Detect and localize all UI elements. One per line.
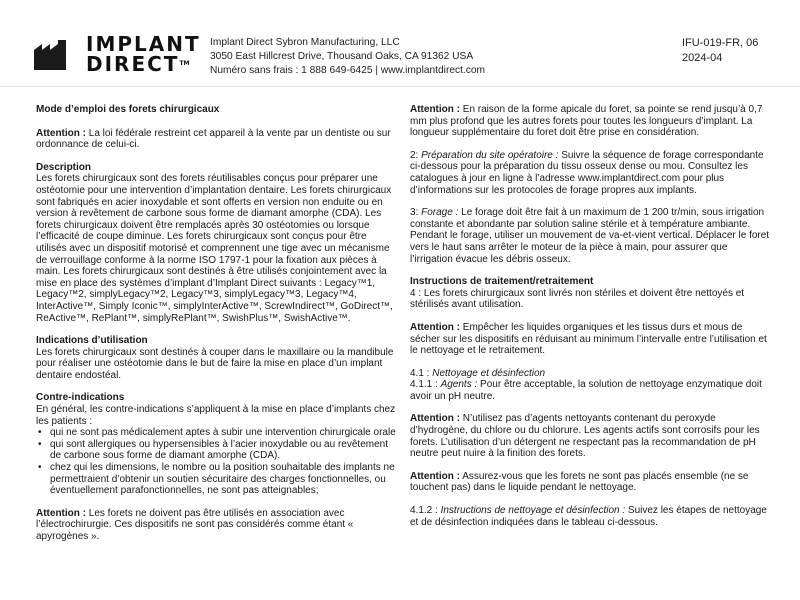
subsection-number: 4.1.2 : [410, 505, 441, 517]
step-number: 2: [410, 149, 422, 161]
description-text: Les forets chirurgicaux sont des forets réutilisables conçus pour préparer une ostéotomie pour une intervention d’implantation dentaire. Les forets chirurgicaux sont fabriqués en acier inoxydable et sont offerts en version non enduite ou en version à revêtement de carbone sous forme de diamant amorphe (CDA). Les forets chirurgicaux doivent être remplacés après 30 ostéotomies ou lorsque l’efficacité de coupe diminue. Les forets chirurgicaux sont conçus pour être utilisés avec un dispositif motorisé et comprennent une tige avec un mécanisme de verrouillage conforme à la norme ISO 1797-1 pour la fixation aux pièces à main. Les forets chirurgicaux sont destinés à être utilisés conjointement avec la mise en place des systèmes d’implant d’Implant Direct suivants : Legacy™1, Legacy™2, simplyLegacy™2, Legacy™3, simplyLegacy™3, Legacy™4, InterActive™, Simply Iconic™, simplyInterActive™, ScrewIndirect™, GoDirect™, ReActive™, RePlant™, simplyRePlant™, SwishPlus™, SwishActive™. [36, 173, 393, 324]
logo-trademark: TM [179, 60, 190, 67]
attention-label: Attention : [410, 413, 460, 425]
document-date: 2024-04 [682, 52, 723, 64]
subsection-number: 4.1.1 : [410, 379, 441, 391]
section-cleaning [410, 368, 772, 403]
description-heading: Description [36, 161, 92, 173]
attention-label: Attention : [410, 470, 460, 482]
company-logo [86, 34, 201, 74]
document-id-block [682, 36, 758, 66]
subsection-label: Instructions de nettoyage et désinfection : [440, 505, 626, 517]
subsection-label: Agents : [440, 379, 478, 391]
attention-text: Empêcher les liquides organiques et les tissus durs et mous de sécher sur les dispositifs en réduisant au minimum l’intervalle entre l’utilisation et le nettoyage et le retraitement. [410, 321, 767, 357]
document-id: IFU-019-FR, 06 [682, 37, 759, 49]
attention-label: Attention : [36, 127, 86, 139]
contraindications-heading: Contre-indications [36, 392, 125, 404]
factory-icon [34, 40, 70, 70]
attention-text: Les forets ne doivent pas être utilisés en association avec l’électrochirurgie. Ces dispositifs ne sont pas considérés comme étant « apyrogènes ». [36, 507, 354, 542]
list-item: • chez qui les dimensions, le nombre ou la position souhaitable des implants ne permettraient d’obtenir un soutien sécuritaire des charges fonctionnelles, ou éventuellement parafonctionnelles, ne sont pas atteignables; [50, 462, 398, 497]
step-site-preparation [410, 150, 772, 196]
contraindications-intro: En général, les contre-indications s’appliquent à la mise en place d’implants chez les patients : [36, 404, 396, 427]
step-text: Suivre la séquence de forage correspondante ci-dessous pour la préparation du tissu osseux dense ou mou. Consultez les catalogues à jour en ligne à l’adresse www.implantdirect.com pour plus d’informations sur les protocoles de forage propres aux implants. [410, 149, 764, 196]
subsection-cleaning-instructions [410, 505, 772, 528]
list-item: • qui sont allergiques ou hypersensibles à l’acier inoxydable ou au revêtement de carbone sous forme de diamant amorphe (CDA). [50, 439, 398, 462]
left-column [36, 104, 398, 554]
company-info [210, 36, 485, 78]
contraindications-list [36, 427, 398, 497]
logo-line-1: IMPLANT [86, 32, 201, 56]
indications-heading: Indications d’utilisation [36, 335, 148, 347]
right-column [410, 104, 772, 539]
attention-note-drying [410, 322, 772, 357]
attention-note-electrosurgery [36, 508, 398, 543]
company-contact: Numéro sans frais : 1 888 649-6425 | www.implantdirect.com [210, 65, 486, 76]
company-name: Implant Direct Sybron Manufacturing, LLC [210, 37, 400, 48]
processing-instructions-text: 4 : Les forets chirurgicaux sont livrés non stériles et doivent être nettoyés et stérilisés avant utilisation. [410, 287, 745, 311]
attention-text: Assurez-vous que les forets ne sont pas placés ensemble (ne se touchent pas) dans le liquide pendant le nettoyage. [410, 470, 749, 494]
subsection-text: Pour être acceptable, la solution de nettoyage enzymatique doit avoir un pH neutre. [410, 379, 762, 402]
attention-text: La loi fédérale restreint cet appareil à la vente par un dentiste ou sur ordonnance de celui-ci. [36, 127, 391, 151]
section-number: 4.1 : [410, 367, 433, 379]
step-label: Préparation du site opératoire : [421, 149, 559, 161]
indications-text: Les forets chirurgicaux sont destinés à couper dans le maxillaire ou la mandibule pour réaliser une ostéotomie dans le but de faire la mise en place d’un implant dentaire endostéal. [36, 346, 394, 381]
company-address: 3050 East Hillcrest Drive, Thousand Oaks, CA 91362 USA [210, 51, 474, 62]
step-text: Le forage doit être fait à un maximum de 1 200 tr/min, sous irrigation constante et abondante par solution saline stérile et à température ambiante. Pendant le forage, utiliser un mouvement de va-et-vient vertical. Déplacer le foret vers le haut sans arrêter le moteur de la pièce à main, pour assurer que l’irrigation évacue les débris osseux. [410, 207, 770, 265]
step-label: Forage : [421, 207, 459, 219]
attention-label: Attention : [410, 104, 460, 115]
attention-note-cleaning-agents [410, 413, 772, 459]
attention-text: En raison de la forme apicale du foret, sa pointe se rend jusqu’à 0,7 mm plus profond que les autres forets pour toutes les longueurs d’implant. La longueur supplémentaire du foret doit être prise en considération. [410, 104, 763, 139]
document-title: Mode d’emploi des forets chirurgicaux [36, 104, 220, 115]
header-divider [0, 86, 800, 87]
attention-note-separation [410, 471, 772, 494]
page-header [0, 0, 800, 86]
subsection-text: Suivez les étapes de nettoyage et de désinfection indiquées dans le tableau ci-dessous. [410, 505, 767, 528]
step-number: 3: [410, 207, 422, 219]
processing-instructions-heading: Instructions de traitement/retraitement [410, 276, 594, 288]
attention-note-drill-tip [410, 104, 772, 139]
list-item: • qui ne sont pas médicalement aptes à subir une intervention chirurgicale orale [50, 427, 398, 439]
attention-text: N’utilisez pas d’agents nettoyants contenant du peroxyde d’hydrogène, du chlore ou du chlorure. Les agents actifs sont corrosifs pour les forets. L’utilisation d’un détergent ne respectant pas la recommandation de pH neutre peut nuire à la finition des forets. [410, 413, 760, 460]
section-label: Nettoyage et désinfection [432, 367, 546, 379]
step-drilling [410, 207, 772, 265]
attention-label: Attention : [410, 321, 460, 333]
logo-line-2: DIRECT [86, 52, 180, 76]
attention-label: Attention : [36, 507, 86, 519]
attention-note-sale [36, 128, 398, 151]
